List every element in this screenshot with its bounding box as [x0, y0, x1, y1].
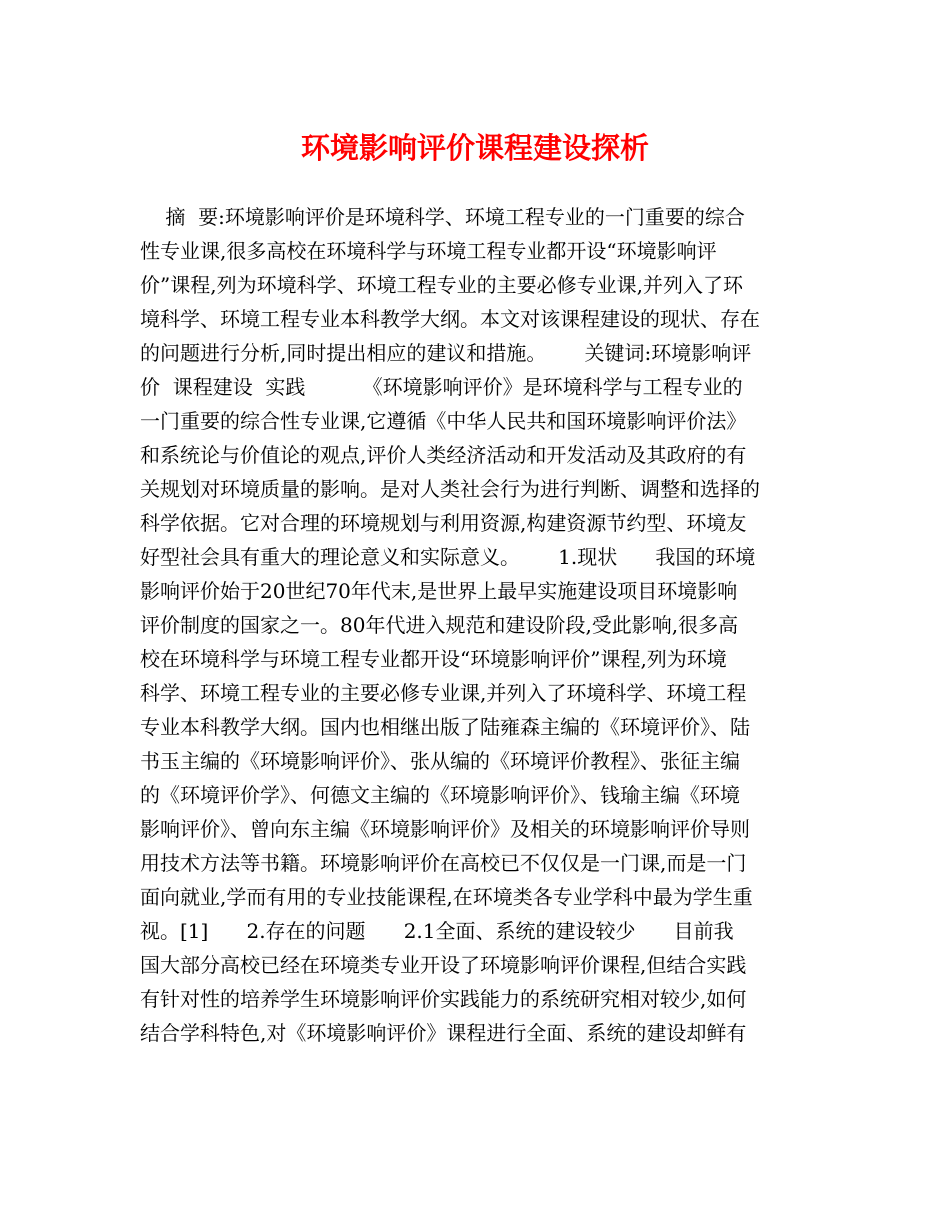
body-line: 的《环境评价学》、何德文主编的《环境影响评价》、钱瑜主编《环境 [140, 783, 740, 807]
body-line: 性专业课,很多高校在环境科学与环境工程专业都开设“环境影响评 [140, 239, 717, 263]
body-line: 一门重要的综合性专业课,它遵循《中华人民共和国环境影响评价法》 [140, 409, 747, 433]
body-line: 科学、环境工程专业的主要必修专业课,并列入了环境科学、环境工程 [140, 681, 747, 705]
body-line: 视。[1] 2.存在的问题 2.1全面、系统的建设较少 目前我 [140, 919, 734, 943]
body-line: 用技术方法等书籍。环境影响评价在高校已不仅仅是一门课,而是一门 [140, 851, 747, 875]
body-line: 和系统论与价值论的观点,评价人类经济活动和开发活动及其政府的有 [140, 443, 747, 467]
body-line: 有针对性的培养学生环境影响评价实践能力的系统研究相对较少,如何 [140, 987, 747, 1011]
body-line: 影响评价始于20世纪70年代末,是世界上最早实施建设项目环境影响 [140, 579, 738, 603]
body-line: 境科学、环境工程专业本科教学大纲。本文对该课程建设的现状、存在 [140, 307, 760, 331]
body-line: 国大部分高校已经在环境类专业开设了环境影响评价课程,但结合实践 [140, 953, 747, 977]
document-title: 环境影响评价课程建设探析 [300, 131, 649, 165]
body-line: 结合学科特色,对《环境影响评价》课程进行全面、系统的建设却鲜有 [140, 1021, 747, 1045]
body-line: 好型社会具有重大的理论意义和实际意义。 1.现状 我国的环境 [140, 545, 756, 569]
body-line: 价”课程,列为环境科学、环境工程专业的主要必修专业课,并列入了环 [140, 273, 743, 297]
body-line: 的问题进行分析,同时提出相应的建议和措施。 关键词:环境影响评 [140, 341, 752, 365]
body-line: 关规划对环境质量的影响。是对人类社会行为进行判断、调整和选择的 [140, 477, 760, 501]
body-line: 价 课程建设 实践 《环境影响评价》是环境科学与工程专业的 [140, 375, 743, 399]
body-line: 摘 要:环境影响评价是环境科学、环境工程专业的一门重要的综合 [140, 205, 745, 229]
body-line: 面向就业,学而有用的专业技能课程,在环境类各专业学科中最为学生重 [140, 885, 753, 909]
body-line: 影响评价》、曾向东主编《环境影响评价》及相关的环境影响评价导则 [140, 817, 750, 841]
body-line: 校在环境科学与环境工程专业都开设“环境影响评价”课程,列为环境 [140, 647, 727, 671]
body-line: 专业本科教学大纲。国内也相继出版了陆雍森主编的《环境评价》、陆 [140, 715, 750, 739]
body-line: 评价制度的国家之一。80年代进入规范和建设阶段,受此影响,很多高 [140, 613, 739, 637]
document-body [140, 200, 820, 1050]
body-line: 科学依据。它对合理的环境规划与利用资源,构建资源节约型、环境友 [140, 511, 747, 535]
body-line: 书玉主编的《环境影响评价》、张从编的《环境评价教程》、张征主编 [140, 749, 740, 773]
